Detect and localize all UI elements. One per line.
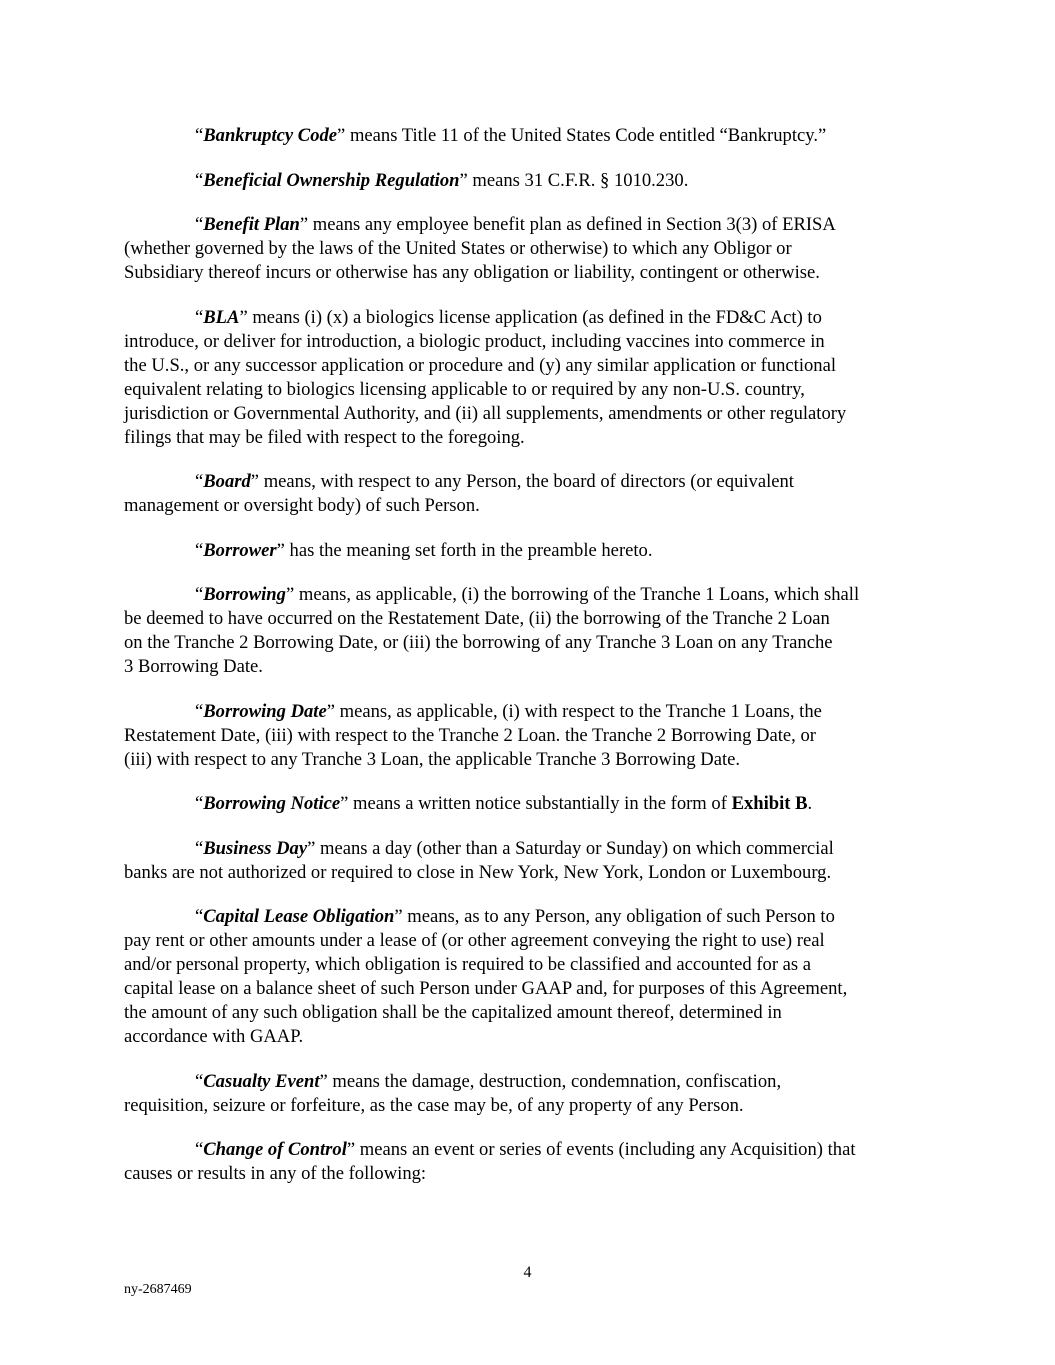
definition-change-of-control: “Change of Control” means an event or series of events (including any Acquisition) that causes or results in any of the following: [124, 1139, 856, 1184]
defined-term: Borrowing Date [203, 700, 327, 722]
definition-benefit-plan: “Benefit Plan” means any employee benefit plan as defined in Section 3(3) of ERISA (whether governed by the laws of the United States or otherwise) to which any Obligor or Subsidiary thereof incurs or otherwise has any obligation or liability, contingent or otherwise. [124, 214, 836, 283]
definition-capital-lease-obligation: “Capital Lease Obligation” means, as to any Person, any obligation of such Person to pay rent or other amounts under a lease of (or other agreement conveying the right to use) real and/or personal property, which obligation is required to be classified and accounted for as a capital lease on a balance sheet of such Person under GAAP and, for purposes of this Agreement, the amount of any such obligation shall be the capitalized amount thereof, determined in accordance with GAAP. [124, 906, 848, 1047]
defined-term: Benefit Plan [203, 214, 300, 235]
defined-term: Change of Control [203, 1139, 347, 1160]
definition-board: “Board” means, with respect to any Person, the board of directors (or equivalent management or oversight body) of such Person. [124, 471, 794, 516]
page-number: 4 [523, 1264, 532, 1281]
defined-term: Borrowing [203, 584, 286, 605]
defined-term: Borrowing Notice [203, 793, 341, 814]
defined-term: Bankruptcy Code [203, 125, 338, 146]
defined-term: Board [203, 471, 251, 492]
definition-borrowing-notice: “Borrowing Notice” means a written notice substantially in the form of Exhibit B. [195, 793, 813, 814]
defined-term: Borrower [203, 539, 277, 561]
definition-borrowing-date: “Borrowing Date” means, as applicable, (i) with respect to the Tranche 1 Loans, the Restatement Date, (iii) with respect to the Tranche 2 Loan. the Tranche 2 Borrowing Date, or (iii) with respect to any Tranche 3 Loan, the applicable Tranche 3 Borrowing Date. [124, 700, 822, 770]
exhibit-reference: Exhibit B [731, 793, 808, 814]
defined-term: BLA [203, 306, 240, 328]
definitions-list [124, 124, 936, 1207]
definition-bankruptcy-code: “Bankruptcy Code” means Title 11 of the United States Code entitled “Bankruptcy.” [195, 125, 827, 146]
definition-bla: “BLA” means (i) (x) a biologics license application (as defined in the FD&C Act) to introduce, or deliver for introduction, a biologic product, including vaccines into commerce in the U.S., or any successor application or procedure and (y) any similar application or functional equivalent relating to biologics licensing applicable to or required by any non-U.S. country, jurisdiction or Governmental Authority, and (ii) all supplements, amendments or other regulatory filings that may be filed with respect to the foregoing. [124, 306, 847, 448]
defined-term: Beneficial Ownership Regulation [203, 169, 460, 191]
definition-borrowing: “Borrowing” means, as applicable, (i) the borrowing of the Tranche 1 Loans, which shall be deemed to have occurred on the Restatement Date, (ii) the borrowing of the Tranche 2 Loan on the Tranche 2 Borrowing Date, or (iii) the borrowing of any Tranche 3 Loan on any Tranche 3 Borrowing Date. [124, 584, 860, 677]
definition-casualty-event: “Casualty Event” means the damage, destruction, condemnation, confiscation, requisition, seizure or forfeiture, as the case may be, of any property of any Person. [124, 1070, 782, 1116]
document-id: ny-2687469 [124, 1282, 192, 1297]
defined-term: Business Day [203, 837, 308, 859]
definition-business-day: “Business Day” means a day (other than a Saturday or Sunday) on which commercial banks are not authorized or required to close in New York, New York, London or Luxembourg. [124, 837, 834, 883]
defined-term: Casualty Event [203, 1070, 320, 1092]
defined-term: Capital Lease Obligation [203, 906, 395, 927]
definition-beneficial-ownership-regulation: “Beneficial Ownership Regulation” means 31 C.F.R. § 1010.230. [195, 169, 689, 191]
definition-borrower: “Borrower” has the meaning set forth in the preamble hereto. [195, 539, 653, 561]
